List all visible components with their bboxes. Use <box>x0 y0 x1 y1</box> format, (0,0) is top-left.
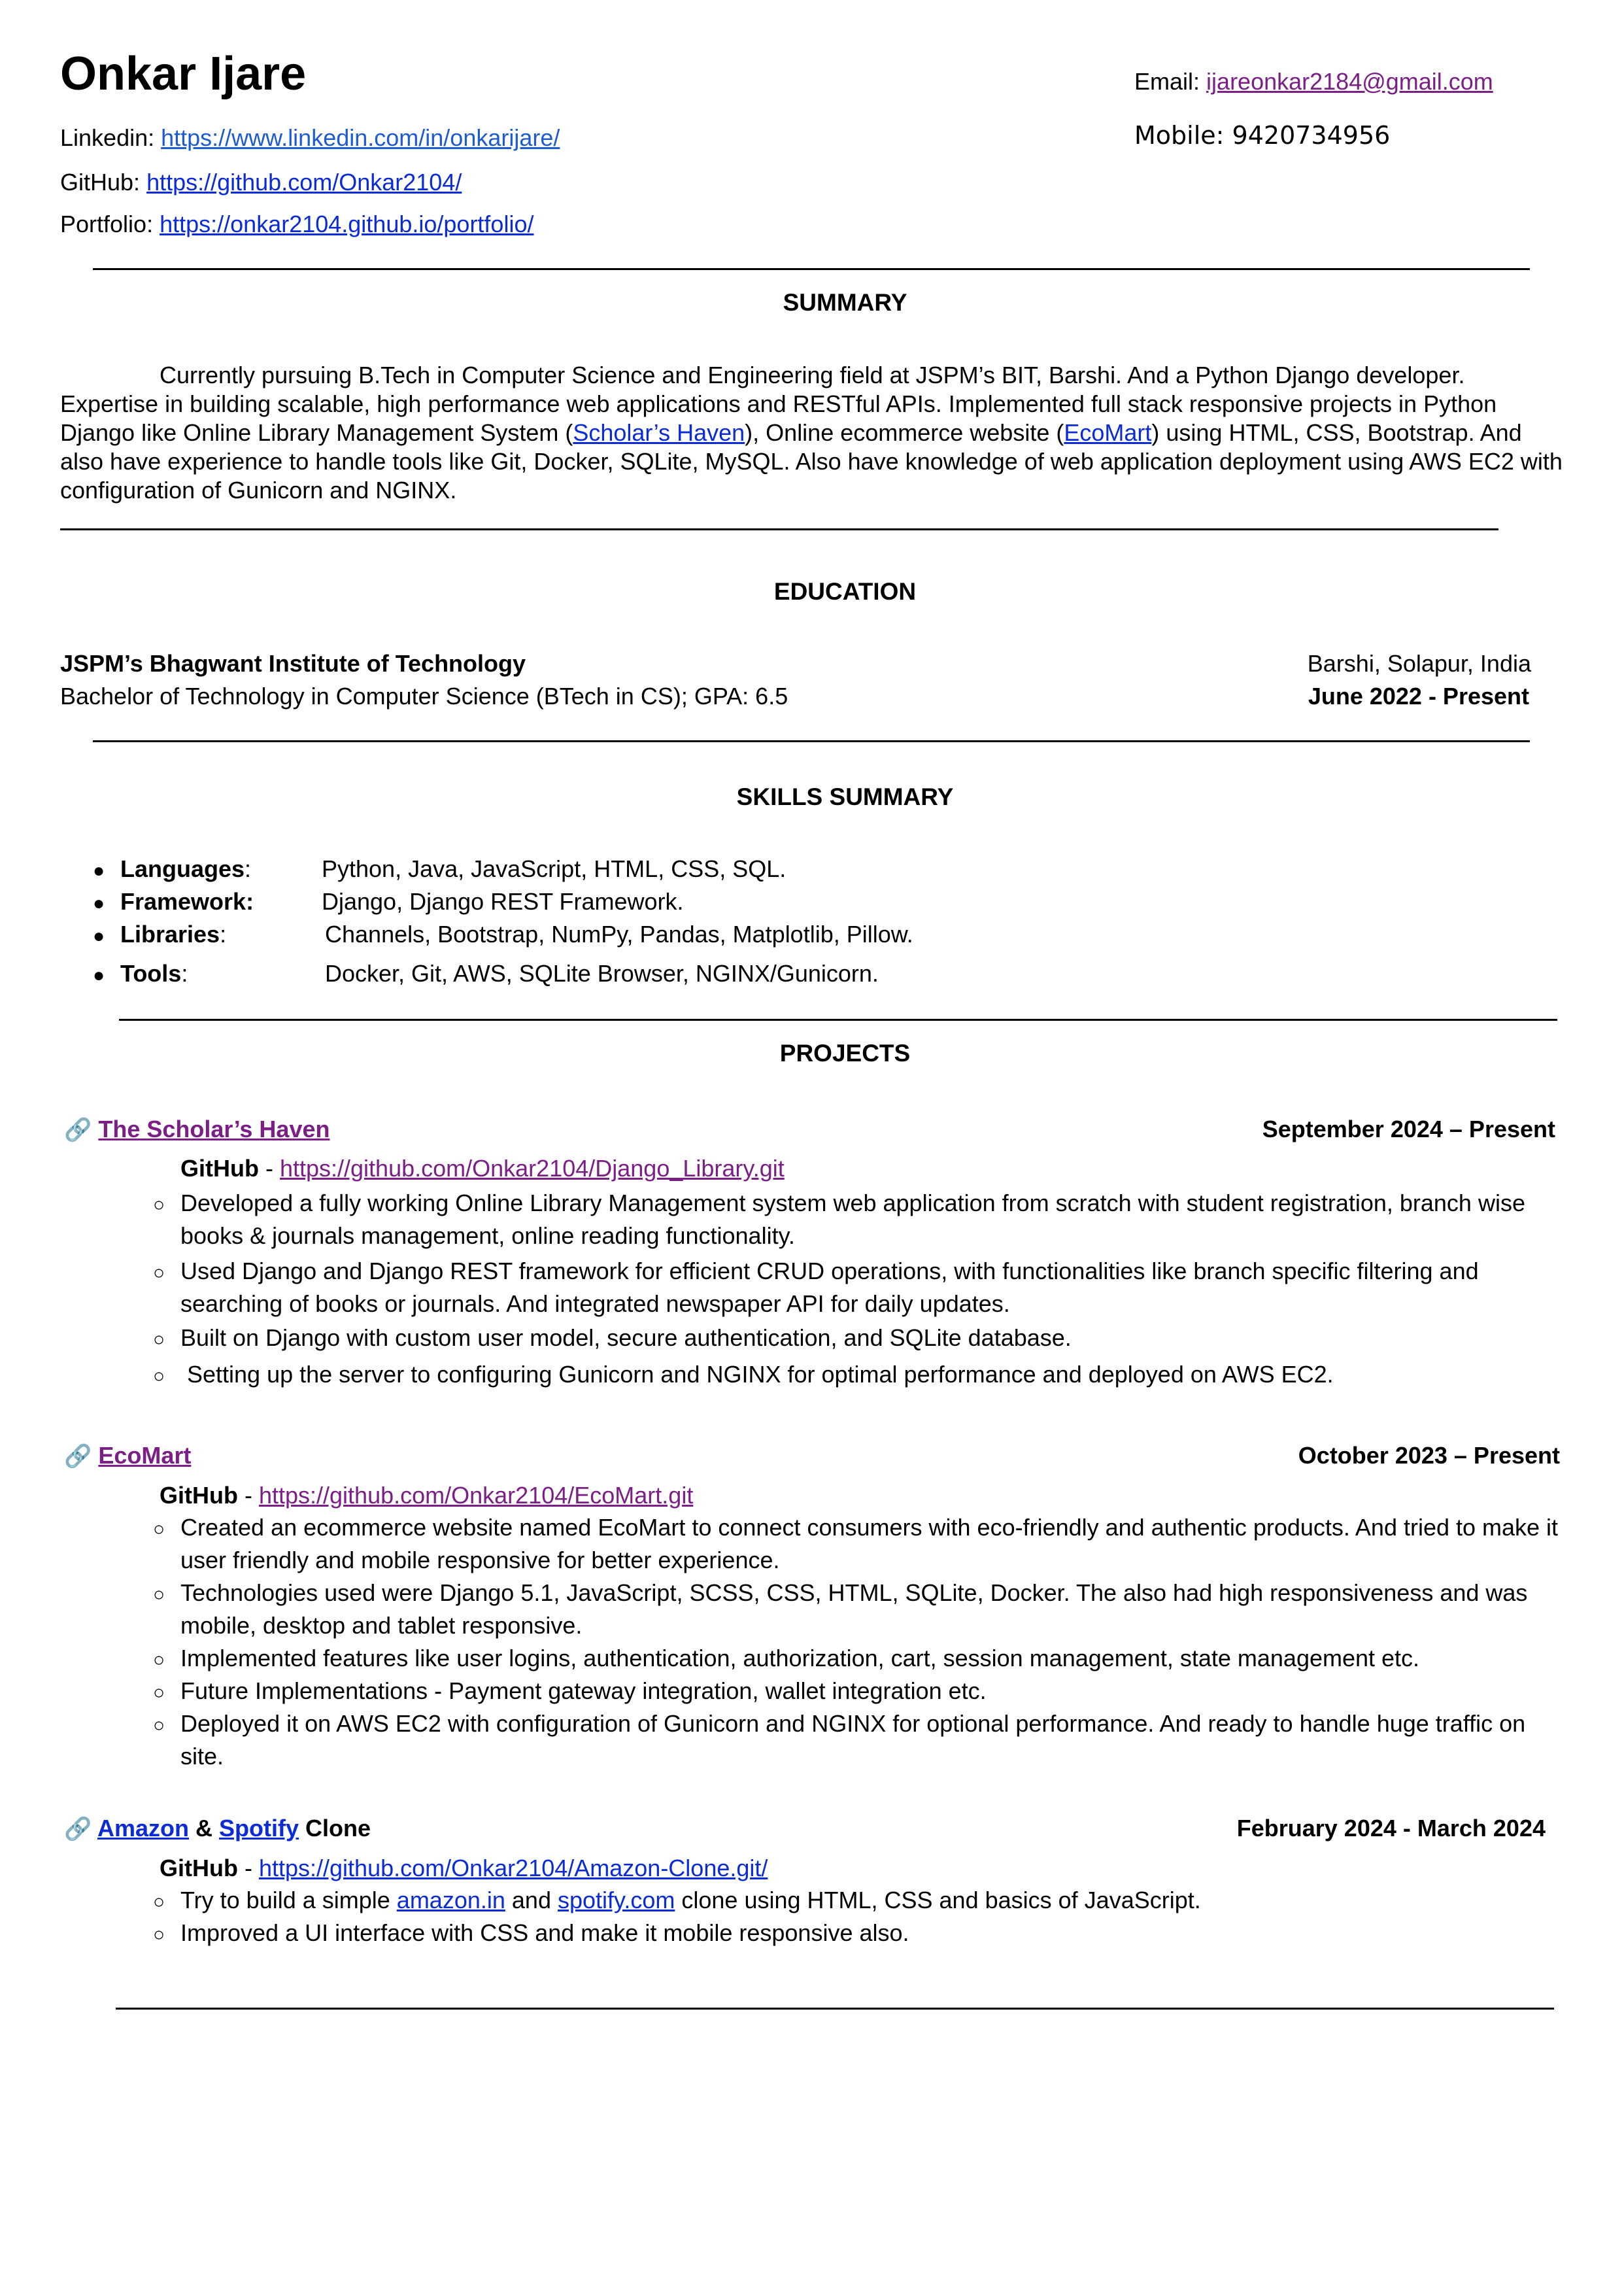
skill-label: Tools: <box>120 960 188 987</box>
bullet-icon: ● <box>93 925 105 947</box>
divider <box>60 528 1498 530</box>
skill-label: Libraries: <box>120 921 227 948</box>
skill-libraries <box>93 921 913 948</box>
project-github-link[interactable]: https://github.com/Onkar2104/Django_Library.git <box>279 1155 785 1182</box>
github-sep: - <box>237 1482 259 1509</box>
title-rest: Clone <box>299 1815 371 1842</box>
skill-tools <box>93 960 879 987</box>
ecomart-link[interactable]: EcoMart <box>1064 419 1152 446</box>
project-github-line <box>160 1855 768 1882</box>
spotify-link[interactable]: Spotify <box>219 1815 299 1842</box>
circle-bullet-icon: ○ <box>153 1682 165 1704</box>
portfolio-line <box>60 211 533 238</box>
scholars-haven-link[interactable]: Scholar’s Haven <box>573 419 745 446</box>
project-github-line <box>160 1482 693 1509</box>
skill-value: Django, Django REST Framework. <box>322 888 684 915</box>
circle-bullet-icon: ○ <box>153 1518 165 1540</box>
skill-value: Docker, Git, AWS, SQLite Browser, NGINX/Gunicorn. <box>325 960 879 987</box>
circle-bullet-icon: ○ <box>153 1715 165 1736</box>
circle-bullet-icon: ○ <box>153 1194 165 1216</box>
email-label: Email: <box>1134 68 1200 95</box>
skills-heading: SKILLS SUMMARY <box>736 783 954 810</box>
github-label: GitHub <box>180 1155 259 1182</box>
degree: Bachelor of Technology in Computer Science (BTech in CS); GPA: 6.5 <box>60 683 788 710</box>
link-icon: 🔗 <box>64 1118 92 1142</box>
github-link[interactable]: https://github.com/Onkar2104/ <box>146 169 462 196</box>
github-label: GitHub: <box>60 169 141 196</box>
institute-name: JSPM’s Bhagwant Institute of Technology <box>60 650 526 677</box>
project-dates: October 2023 – Present <box>1298 1442 1560 1469</box>
circle-bullet-icon: ○ <box>153 1584 165 1605</box>
title-amp: & <box>189 1815 220 1842</box>
list-item: Built on Django with custom user model, secure authentication, and SQLite database. <box>180 1324 1072 1351</box>
education-dates: June 2022 - Present <box>1308 683 1529 710</box>
list-item: Used Django and Django REST framework for efficient CRUD operations, with functionalities like branch specific filtering and searching of books or journals. And integrated newspaper API for daily updates. <box>180 1258 1479 1317</box>
circle-bullet-icon: ○ <box>153 1891 165 1913</box>
circle-bullet-icon: ○ <box>153 1365 165 1387</box>
spotify-com-link[interactable]: spotify.com <box>557 1887 675 1913</box>
amazon-in-link[interactable]: amazon.in <box>396 1887 505 1913</box>
github-sep: - <box>258 1155 280 1182</box>
bullet-icon: ● <box>93 860 105 882</box>
list-item: Setting up the server to configuring Gunicorn and NGINX for optimal performance and deployed on AWS EC2. <box>180 1361 1334 1388</box>
amazon-link[interactable]: Amazon <box>97 1815 190 1842</box>
skill-framework <box>93 888 684 916</box>
project-title-line <box>64 1116 330 1143</box>
summary-paragraph <box>60 361 1564 505</box>
list-item: Deployed it on AWS EC2 with configuration of Gunicorn and NGINX for optional performance. And ready to handle huge traffic on site. <box>180 1710 1526 1770</box>
list-item: Technologies used were Django 5.1, JavaScript, SCSS, CSS, HTML, SQLite, Docker. The also had high responsiveness and was mobile, desktop and tablet responsive. <box>180 1579 1528 1639</box>
bullet-icon: ● <box>93 893 105 914</box>
circle-bullet-icon: ○ <box>153 1649 165 1671</box>
summary-heading: SUMMARY <box>783 289 907 316</box>
list-item: Created an ecommerce website named EcoMart to connect consumers with eco-friendly and authentic products. And tried to make it user friendly and mobile responsive for better experience. <box>180 1514 1559 1573</box>
circle-bullet-icon: ○ <box>153 1924 165 1945</box>
project-title-line <box>64 1815 371 1842</box>
project-title-link[interactable]: EcoMart <box>98 1442 192 1469</box>
list-item: Future Implementations - Payment gateway integration, wallet integration etc. <box>180 1677 987 1704</box>
skill-languages <box>93 855 787 883</box>
email-line <box>1134 68 1493 95</box>
project-github-link[interactable]: https://github.com/Onkar2104/EcoMart.git <box>258 1482 694 1509</box>
list-item: Try to build a simple amazon.in and spotify.com clone using HTML, CSS and basics of JavaScript. <box>180 1887 1201 1913</box>
list-item: Developed a fully working Online Library Management system web application from scratch with student registration, branch wise books & journals management, online reading functionality. <box>180 1190 1525 1249</box>
summary-text-3: ) using HTML, CSS, Bootstrap. And also have experience to handle tools like Git, Docker, SQLite, MySQL. Also have knowledge of web application deployment using AWS EC2 with configuration of Gunicorn and NGINX. <box>60 419 1563 504</box>
linkedin-link[interactable]: https://www.linkedin.com/in/onkarijare/ <box>161 124 560 151</box>
divider <box>116 2008 1554 2010</box>
skill-label: Framework: <box>120 888 254 915</box>
project-dates: February 2024 - March 2024 <box>1236 1815 1546 1842</box>
github-label: GitHub <box>160 1482 238 1509</box>
project-github-line <box>180 1155 785 1182</box>
projects-heading: PROJECTS <box>779 1040 911 1067</box>
divider <box>93 740 1530 742</box>
project-github-link[interactable]: https://github.com/Onkar2104/Amazon-Clone.git/ <box>258 1855 768 1881</box>
divider <box>119 1019 1557 1021</box>
list-item: Improved a UI interface with CSS and make it mobile responsive also. <box>180 1919 909 1946</box>
skill-label: Languages: <box>120 855 252 882</box>
summary-text-1: Currently pursuing B.Tech in Computer Science and Engineering field at JSPM’s BIT, Barshi. And a Python Django developer. Expertise in building scalable, high performance web applications and RESTful APIs. Implemented full stack responsive projects in Python Django like Online Library Management System ( <box>60 362 1497 446</box>
github-label: GitHub <box>160 1855 238 1881</box>
link-icon: 🔗 <box>64 1444 92 1469</box>
resume-name: Onkar Ijare <box>60 48 307 100</box>
skill-value: Channels, Bootstrap, NumPy, Pandas, Matplotlib, Pillow. <box>325 921 913 948</box>
link-icon: 🔗 <box>64 1817 92 1842</box>
list-item: Implemented features like user logins, authentication, authorization, cart, session management, state management etc. <box>180 1645 1420 1671</box>
github-sep: - <box>237 1855 259 1881</box>
circle-bullet-icon: ○ <box>153 1329 165 1350</box>
linkedin-line <box>60 124 560 152</box>
mobile-line: Mobile: 9420734956 <box>1134 121 1391 150</box>
portfolio-label: Portfolio: <box>60 211 154 237</box>
bullet-icon: ● <box>93 965 105 986</box>
education-heading: EDUCATION <box>773 578 917 605</box>
github-line <box>60 169 462 196</box>
portfolio-link[interactable]: https://onkar2104.github.io/portfolio/ <box>160 211 534 237</box>
institute-location: Barshi, Solapur, India <box>1307 650 1531 677</box>
project-dates: September 2024 – Present <box>1262 1116 1555 1142</box>
summary-text-2: ), Online ecommerce website ( <box>745 419 1064 446</box>
divider <box>93 268 1530 270</box>
linkedin-label: Linkedin: <box>60 124 155 151</box>
skill-value: Python, Java, JavaScript, HTML, CSS, SQL. <box>322 855 787 882</box>
project-title-link[interactable]: The Scholar’s Haven <box>98 1116 330 1142</box>
circle-bullet-icon: ○ <box>153 1262 165 1284</box>
email-link[interactable]: ijareonkar2184@gmail.com <box>1206 68 1493 95</box>
project-title-line <box>64 1442 191 1469</box>
